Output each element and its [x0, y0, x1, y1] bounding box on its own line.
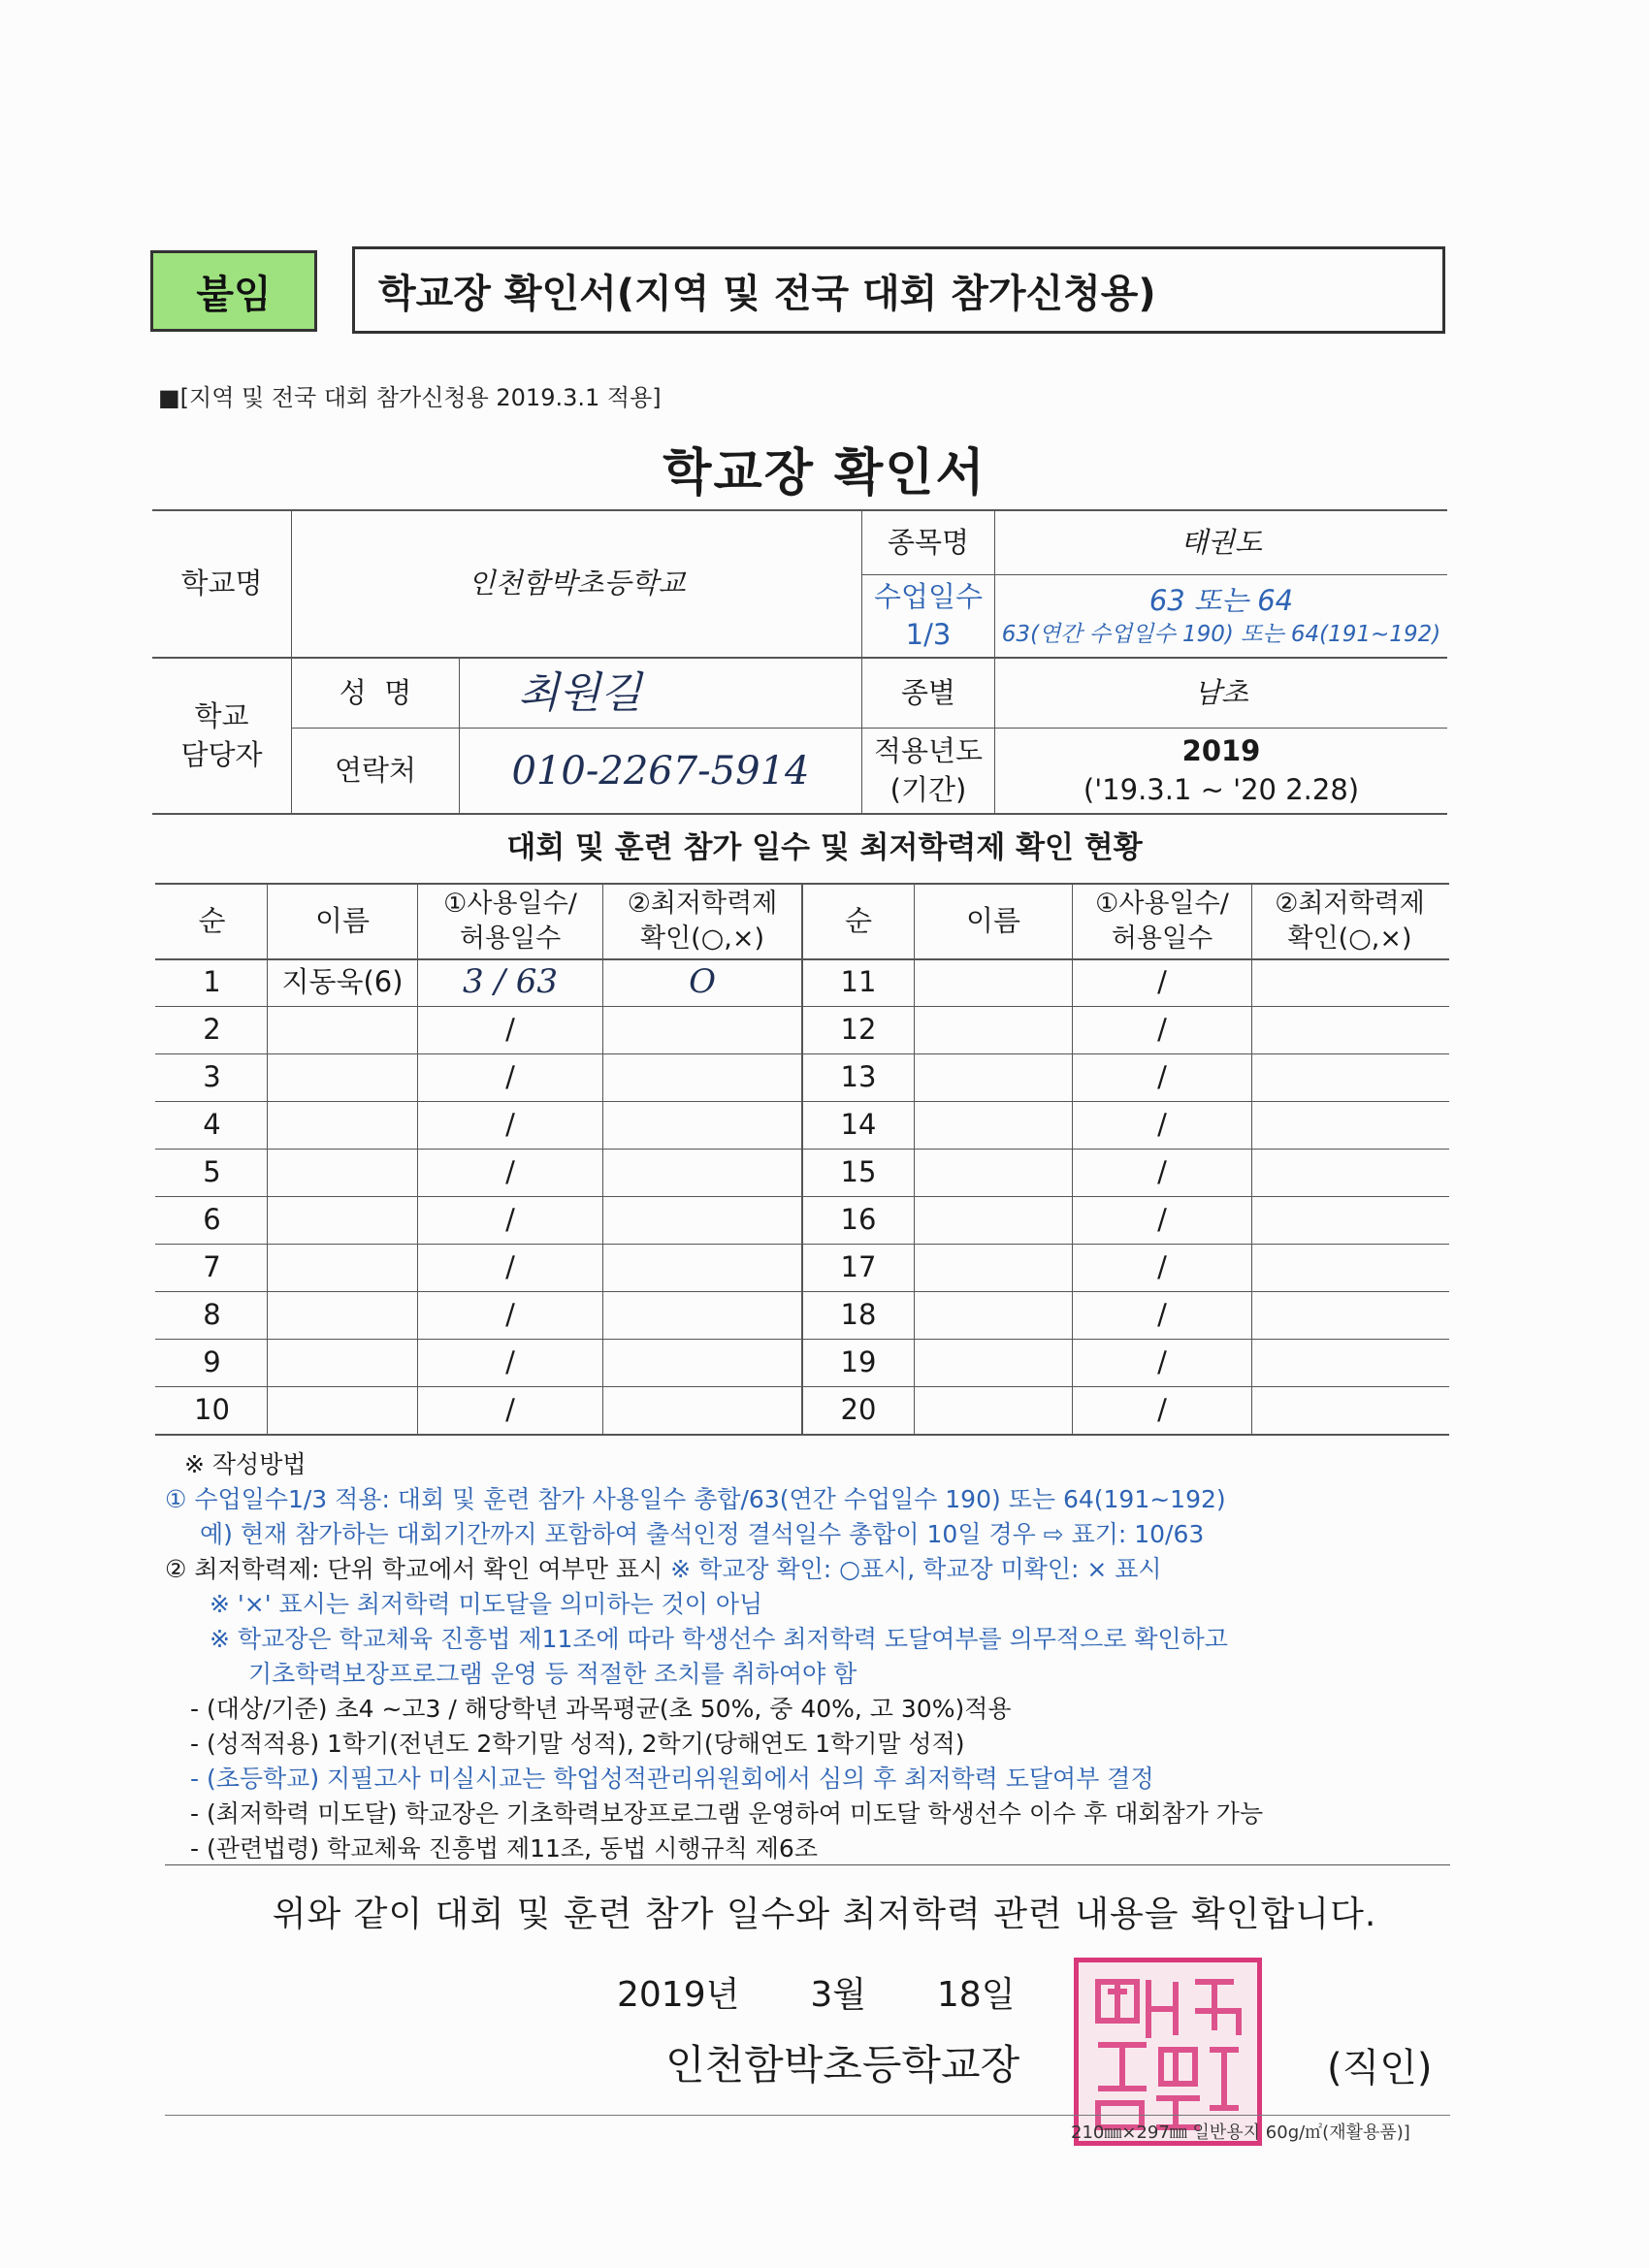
row-right-days: / — [1157, 1297, 1167, 1331]
header-days-right-line1: ①사용일수/ — [1095, 888, 1229, 919]
instruction-line: 예) 현재 참가하는 대회기간까지 포함하여 출석인정 결석일수 총합이 10일 경우 ⇨ 표기: 10/63 — [200, 1520, 1205, 1548]
row-right-name — [915, 1196, 1072, 1244]
header-check-right-line2: 확인(○,×) — [1287, 923, 1412, 954]
issue-year: 2019년 — [617, 1975, 740, 2015]
table-title: 대회 및 훈련 참가 일수 및 최저학력제 확인 현황 — [506, 830, 1143, 865]
row-left-days: 3 / 63 — [463, 961, 558, 1001]
row-right-check — [1252, 1006, 1447, 1053]
row-right-no: 11 — [840, 964, 877, 998]
table-grid-line — [417, 883, 418, 1434]
row-left-name — [268, 1339, 417, 1386]
row-left-name — [268, 1196, 417, 1244]
attachment-badge: 붙임 — [150, 250, 317, 332]
row-left-check — [603, 1149, 801, 1196]
row-right-name — [915, 1339, 1072, 1386]
row-left-check — [603, 1006, 801, 1053]
instruction-line: ① 수업일수1/3 적용: 대회 및 훈련 참가 사용일수 총합/63(연간 수업일수 190) 또는 64(191~192) — [165, 1485, 1226, 1513]
row-left-no: 1 — [203, 964, 221, 998]
table-grid-line — [801, 883, 803, 1434]
instruction-line: - (대상/기준) 초4 ~고3 / 해당학년 과목평균(초 50%, 중 40%, 고 30%)적용 — [190, 1695, 1012, 1723]
contact-group-label — [152, 659, 291, 813]
contact-group-label-line2: 담당자 — [180, 737, 263, 771]
class-days-label — [862, 575, 994, 657]
header-days-left-line2: 허용일수 — [459, 923, 562, 954]
declaration-text: 위와 같이 대회 및 훈련 참가 일수와 최저학력 관련 내용을 확인합니다. — [272, 1895, 1377, 1934]
header-check-right-line1: ②최저학력제 — [1275, 888, 1425, 919]
row-right-check — [1252, 1101, 1447, 1149]
category-value: 남초 — [1193, 675, 1249, 709]
row-left-check — [603, 1386, 801, 1434]
row-left-no: 6 — [203, 1202, 221, 1236]
row-right-no: 14 — [840, 1107, 877, 1141]
row-left-name: 지동욱(6) — [281, 964, 404, 998]
row-left-name — [268, 1006, 417, 1053]
row-right-check — [1252, 1053, 1447, 1101]
instruction-line: - (초등학교) 지필고사 미실시교는 학업성적관리위원회에서 심의 후 최저학력 도달여부 결정 — [190, 1765, 1154, 1793]
apply-year-value-line1: 2019 — [1181, 734, 1261, 768]
row-right-days: / — [1157, 1059, 1167, 1093]
row-left-name — [268, 1149, 417, 1196]
row-right-check — [1252, 958, 1447, 1006]
apply-year-label-line2: (기간) — [889, 772, 967, 806]
class-days-value-line1: 63 또는 64 — [1148, 583, 1294, 617]
phone-value: 010-2267-5914 — [511, 748, 810, 794]
table-grid-line — [602, 883, 603, 1434]
apply-year-label-line1: 적용년도 — [873, 734, 984, 768]
header-name-right: 이름 — [965, 904, 1021, 938]
row-right-name — [915, 1291, 1072, 1339]
header-no-right: 순 — [844, 904, 872, 938]
issue-date — [617, 1967, 1016, 2017]
row-left-check: O — [689, 961, 716, 1001]
row-right-days: / — [1157, 1107, 1167, 1141]
row-right-days: / — [1157, 1202, 1167, 1236]
row-right-check — [1252, 1339, 1447, 1386]
class-days-value-line2: 63(연간 수업일수 190) 또는 64(191~192) — [1001, 622, 1441, 648]
header-days-left — [418, 885, 602, 958]
person-name-signature: 최원길 — [518, 667, 642, 718]
instruction-line: - (관련법령) 학교체육 진흥법 제11조, 동법 시행규칙 제6조 — [190, 1834, 818, 1863]
row-right-name — [915, 1053, 1072, 1101]
row-left-name — [268, 1386, 417, 1434]
header-name-left: 이름 — [314, 904, 371, 938]
table-grid-line — [155, 1434, 1449, 1436]
person-name-label: 성 명 — [339, 675, 412, 709]
row-right-check — [1252, 1244, 1447, 1291]
row-left-no: 4 — [203, 1107, 221, 1141]
sport-label: 종목명 — [887, 525, 970, 559]
row-left-days: / — [505, 1154, 515, 1188]
instruction-line — [165, 1552, 1465, 1587]
document-title: 학교장 확인서 — [663, 444, 986, 502]
apply-year-label — [862, 729, 994, 813]
apply-year-value-line2: ('19.3.1 ~ '20 2.28) — [1083, 772, 1360, 806]
row-right-name — [915, 1006, 1072, 1053]
row-left-check — [603, 1291, 801, 1339]
instruction-line: ※ 학교장은 학교체육 진흥법 제11조에 따라 학생선수 최저학력 도달여부를 의무적으로 확인하고 — [210, 1625, 1228, 1653]
writing-instructions — [165, 1447, 1465, 1866]
row-left-days: / — [505, 1392, 515, 1426]
row-left-days: / — [505, 1107, 515, 1141]
row-left-days: / — [505, 1012, 515, 1046]
row-left-days: / — [505, 1202, 515, 1236]
class-days-label-line1: 수업일수 — [873, 579, 984, 613]
row-right-days: / — [1157, 1345, 1167, 1378]
seal-label: (직인) — [1327, 2046, 1433, 2090]
header-no-left: 순 — [198, 904, 226, 938]
contact-group-label-line1: 학교 — [194, 699, 249, 733]
row-left-name — [268, 1101, 417, 1149]
school-name-value: 인천함박초등학교 — [468, 567, 686, 600]
row-left-days: / — [505, 1249, 515, 1283]
row-right-name — [915, 1244, 1072, 1291]
issue-day: 18일 — [936, 1975, 1016, 2015]
issue-month: 3월 — [810, 1975, 866, 2015]
row-right-no: 19 — [840, 1345, 877, 1378]
instruction-line: - (성적적용) 1학기(전년도 2학기말 성적), 2학기(당해연도 1학기말 성적) — [190, 1730, 965, 1758]
row-left-no: 3 — [203, 1059, 221, 1093]
header-check-left — [603, 885, 801, 958]
row-right-no: 13 — [840, 1059, 877, 1093]
row-right-name — [915, 1386, 1072, 1434]
row-right-days: / — [1157, 964, 1167, 998]
header-check-left-line1: ②최저학력제 — [627, 888, 778, 919]
category-label: 종별 — [900, 675, 956, 709]
principal-name: 인천함박초등학교장 — [665, 2041, 1020, 2089]
instruction-line: ※ '×' 표시는 최저학력 미도달을 의미하는 것이 아님 — [210, 1590, 763, 1618]
row-left-check — [603, 1101, 801, 1149]
table-grid-line — [1251, 883, 1252, 1434]
row-right-days: / — [1157, 1154, 1167, 1188]
row-left-no: 8 — [203, 1297, 221, 1331]
row-right-check — [1252, 1149, 1447, 1196]
instruction-line: ※ 작성방법 — [184, 1450, 307, 1478]
row-right-no: 16 — [840, 1202, 877, 1236]
header-days-right-line2: 허용일수 — [1111, 923, 1213, 954]
row-left-days: / — [505, 1345, 515, 1378]
paper-spec-footer: 210㎜×297㎜ 일반용지 60g/㎡(재활용품)] — [1071, 2122, 1410, 2143]
sport-value: 태권도 — [1180, 525, 1263, 559]
instruction-line-prefix: ② 최저학력제: 단위 학교에서 확인 여부만 표시 — [165, 1555, 671, 1583]
table-grid-line — [914, 883, 915, 1434]
row-left-days: / — [505, 1297, 515, 1331]
row-right-days: / — [1157, 1249, 1167, 1283]
phone-label: 연락처 — [334, 753, 417, 787]
school-name-label: 학교명 — [180, 567, 263, 600]
header-check-left-line2: 확인(○,×) — [640, 923, 764, 954]
subtitle: ■[지역 및 전국 대회 참가신청용 2019.3.1 적용] — [158, 384, 662, 411]
row-left-no: 9 — [203, 1345, 221, 1378]
table-grid-line — [1072, 883, 1073, 1434]
class-days-value — [995, 575, 1447, 657]
row-right-no: 15 — [840, 1154, 877, 1188]
row-right-name — [915, 958, 1072, 1006]
row-left-name — [268, 1053, 417, 1101]
row-left-days: / — [505, 1059, 515, 1093]
row-right-no: 20 — [840, 1392, 877, 1426]
row-right-check — [1252, 1196, 1447, 1244]
header-days-right — [1073, 885, 1251, 958]
header-title: 학교장 확인서(지역 및 전국 대회 참가신청용) — [352, 246, 1445, 334]
row-right-name — [915, 1149, 1072, 1196]
row-right-no: 12 — [840, 1012, 877, 1046]
class-days-label-line2: 1/3 — [905, 618, 952, 651]
row-left-no: 7 — [203, 1249, 221, 1283]
row-left-name — [268, 1244, 417, 1291]
row-left-no: 2 — [203, 1012, 221, 1046]
row-left-check — [603, 1244, 801, 1291]
row-left-name — [268, 1291, 417, 1339]
row-left-no: 10 — [194, 1392, 230, 1426]
row-right-days: / — [1157, 1012, 1167, 1046]
row-right-name — [915, 1101, 1072, 1149]
instruction-line: - (최저학력 미도달) 학교장은 기초학력보장프로그램 운영하여 미도달 학생선수 이수 후 대회참가 가능 — [190, 1799, 1264, 1828]
row-left-check — [603, 1339, 801, 1386]
instruction-line: 기초학력보장프로그램 운영 등 적절한 조치를 취하여야 함 — [248, 1660, 857, 1688]
row-right-no: 17 — [840, 1249, 877, 1283]
header-check-right — [1252, 885, 1447, 958]
official-seal-stamp — [1074, 1958, 1262, 2146]
row-right-no: 18 — [840, 1297, 877, 1331]
apply-year-value — [995, 729, 1447, 813]
row-right-check — [1252, 1386, 1447, 1434]
row-right-days: / — [1157, 1392, 1167, 1426]
instruction-line-suffix: ※ 학교장 확인: ○표시, 학교장 미확인: × 표시 — [670, 1555, 1162, 1583]
row-right-check — [1252, 1291, 1447, 1339]
row-left-check — [603, 1196, 801, 1244]
header-days-left-line1: ①사용일수/ — [443, 888, 577, 919]
table-grid-line — [267, 883, 268, 1434]
row-left-check — [603, 1053, 801, 1101]
row-left-no: 5 — [203, 1154, 221, 1188]
